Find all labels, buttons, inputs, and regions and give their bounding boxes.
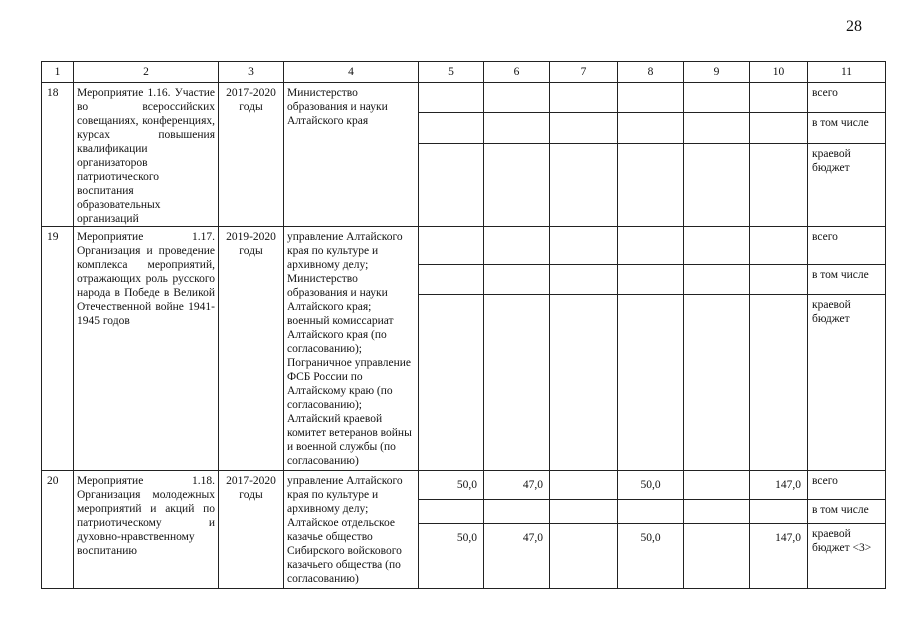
value-cell [550, 227, 618, 265]
value-cell [484, 295, 550, 471]
executor-item: Алтайский краевой комитет ветеранов войны и военной службы (по согласованию) [287, 413, 412, 467]
column-number: 1 [42, 62, 74, 83]
executor-item: управление Алтайского края по культуре и архивному делу; [287, 475, 403, 515]
value-cell [684, 471, 750, 500]
value-cell: 50,0 [419, 471, 484, 500]
source-label: в том числе [808, 500, 886, 524]
value-cell: 147,0 [750, 524, 808, 589]
source-label: краевой бюджет [808, 144, 886, 227]
value-cell [684, 500, 750, 524]
value-cell [684, 265, 750, 295]
column-number: 6 [484, 62, 550, 83]
value-cell [618, 83, 684, 113]
value-cell [550, 471, 618, 500]
value-cell [750, 144, 808, 227]
value-cell [419, 265, 484, 295]
value-cell [750, 112, 808, 144]
value-cell: 50,0 [419, 524, 484, 589]
value-cell [419, 500, 484, 524]
value-cell [484, 265, 550, 295]
value-cell [484, 144, 550, 227]
table-row [42, 227, 886, 265]
executor [284, 471, 419, 589]
column-number: 9 [684, 62, 750, 83]
source-label: всего [808, 83, 886, 113]
source-label: в том числе [808, 112, 886, 144]
value-cell [484, 112, 550, 144]
column-number: 4 [284, 62, 419, 83]
table-row [42, 83, 886, 113]
value-cell [618, 112, 684, 144]
value-cell [750, 83, 808, 113]
source-label: всего [808, 227, 886, 265]
period: 2017-2020 годы [219, 471, 284, 589]
column-number: 2 [74, 62, 219, 83]
column-number-row [42, 62, 886, 83]
column-number: 10 [750, 62, 808, 83]
executor-item: Пограничное управление ФСБ России по Алтайскому краю (по согласованию); [287, 357, 412, 411]
value-cell: 47,0 [484, 471, 550, 500]
executor-item: управление Алтайского края по культуре и архивному делу; [287, 231, 403, 271]
value-cell [684, 83, 750, 113]
row-number: 18 [42, 83, 74, 227]
value-cell [419, 112, 484, 144]
value-cell [550, 112, 618, 144]
value-cell [484, 83, 550, 113]
source-label: в том числе [808, 265, 886, 295]
executor [284, 227, 419, 471]
value-cell [550, 524, 618, 589]
value-cell [419, 83, 484, 113]
value-cell [684, 524, 750, 589]
program-activities-table [41, 61, 886, 589]
value-cell [618, 500, 684, 524]
executor [284, 83, 419, 227]
value-cell [684, 295, 750, 471]
value-cell: 47,0 [484, 524, 550, 589]
value-cell [750, 265, 808, 295]
value-cell [750, 295, 808, 471]
value-cell [750, 500, 808, 524]
value-cell [419, 295, 484, 471]
table-row [42, 471, 886, 500]
value-cell [618, 295, 684, 471]
activity-name: Мероприятие 1.17. Организация и проведение комплекса мероприятий, отражающих роль русского народа в Победе в Великой Отечественной войне 1941-1945 годов [74, 227, 219, 471]
value-cell [618, 144, 684, 227]
column-number: 5 [419, 62, 484, 83]
value-cell [618, 265, 684, 295]
value-cell [750, 227, 808, 265]
source-label: всего [808, 471, 886, 500]
value-cell [550, 265, 618, 295]
value-cell [550, 295, 618, 471]
source-label: краевой бюджет [808, 295, 886, 471]
activity-name: Мероприятие 1.18. Организация молодежных мероприятий и акций по патриотическому и духовно-нравственному воспитанию [74, 471, 219, 589]
column-number: 7 [550, 62, 618, 83]
executor-item: Министерство образования и науки Алтайского края; [287, 273, 388, 313]
value-cell [684, 227, 750, 265]
page-number: 28 [846, 18, 862, 35]
value-cell: 50,0 [618, 524, 684, 589]
executor-item: военный комиссариат Алтайского края (по согласованию); [287, 315, 394, 355]
activity-name: Мероприятие 1.16. Участие во всероссийских совещаниях, конференциях, курсах повышения квалификации организаторов патриотического воспитания образовательных организаций [74, 83, 219, 227]
row-number: 19 [42, 227, 74, 471]
value-cell [684, 112, 750, 144]
executor-item: Алтайское отдельское казачье общество Сибирского войскового казачьего общества (по согласованию) [287, 517, 402, 585]
value-cell [618, 227, 684, 265]
value-cell: 50,0 [618, 471, 684, 500]
value-cell [550, 83, 618, 113]
value-cell [484, 227, 550, 265]
value-cell [684, 144, 750, 227]
column-number: 8 [618, 62, 684, 83]
value-cell [419, 227, 484, 265]
value-cell [419, 144, 484, 227]
source-label: краевой бюджет <3> [808, 524, 886, 589]
value-cell [550, 500, 618, 524]
executor-item: Министерство образования и науки Алтайского края [287, 87, 388, 127]
row-number: 20 [42, 471, 74, 589]
value-cell: 147,0 [750, 471, 808, 500]
period: 2017-2020 годы [219, 83, 284, 227]
column-number: 11 [808, 62, 886, 83]
column-number: 3 [219, 62, 284, 83]
value-cell [550, 144, 618, 227]
period: 2019-2020 годы [219, 227, 284, 471]
value-cell [484, 500, 550, 524]
